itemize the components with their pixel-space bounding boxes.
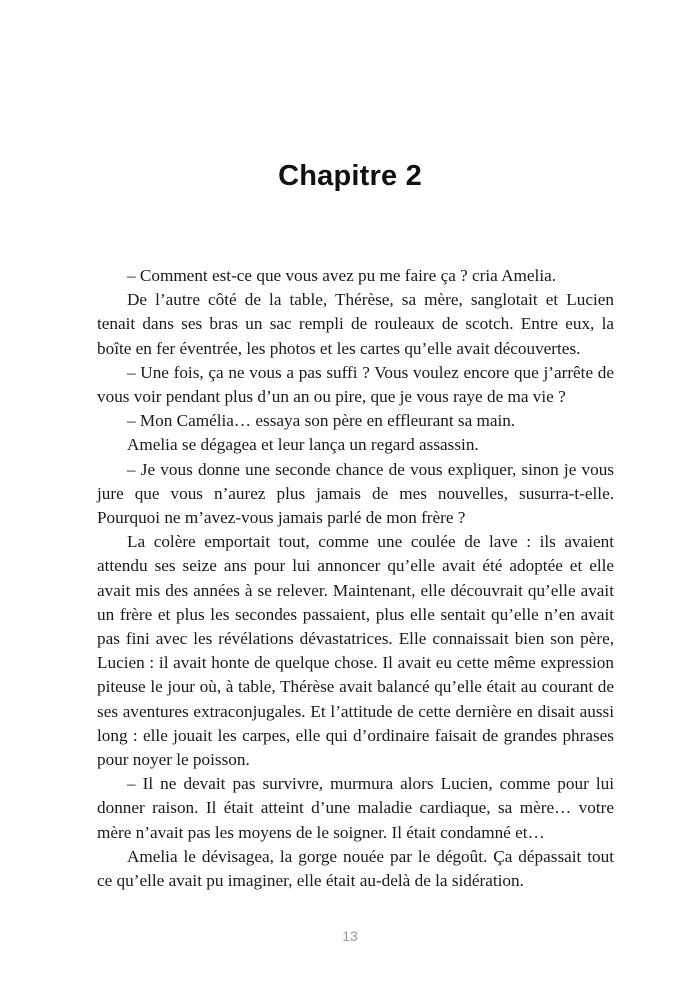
paragraph: – Comment est-ce que vous avez pu me faire ça ? cria Amelia. [127,266,557,285]
page-number: 13 [342,928,358,944]
chapter-body [97,264,614,893]
chapter-title: Chapitre 2 [278,160,422,192]
paragraph: La colère emportait tout, comme une coulée de lave : ils avaient attendu ses seize ans pour lui annoncer qu’elle avait été adoptée et elle avait mis des années à se relever. Maintenant, elle découvrait qu’elle avait un frère et plus les secondes passaient, plus elle sentait qu’elle n’en avait pas fini avec les révélations dévastatrices. Elle connaissait bien son père, Lucien : il avait honte de quelque chose. Il avait eu cette même expression piteuse le jour où, à table, Thérèse avait balancé qu’elle était au courant de ses aventures extraconjugales. Et l’attitude de cette dernière en disait aussi long : elle jouait les carpes, elle qui d’ordinaire faisait de grandes phrases pour noyer le poisson. [97,532,614,770]
paragraph: – Il ne devait pas survivre, murmura alors Lucien, comme pour lui donner raison. Il était atteint d’une maladie cardiaque, sa mère… votre mère n’avait pas les moyens de le soigner. Il était condamné et… [97,774,614,842]
paragraph: – Mon Camélia… essaya son père en effleurant sa main. [127,411,516,431]
paragraph: – Je vous donne une seconde chance de vous expliquer, sinon je vous jure que vous n’aurez plus jamais de mes nouvelles, susurra-t-elle. Pourquoi ne m’avez-vous jamais parlé de mon frère ? [97,459,614,528]
paragraph: – Une fois, ça ne vous a pas suffi ? Vous voulez encore que j’arrête de vous voir pendant plus d’un an ou pire, que je vous raye de ma vie ? [97,362,614,407]
paragraph: De l’autre côté de la table, Thérèse, sa mère, sanglotait et Lucien tenait dans ses bras un sac rempli de rouleaux de scotch. Entre eux, la boîte en fer éventrée, les photos et les cartes qu’elle avait découvertes. [97,290,614,358]
paragraph: Amelia le dévisagea, la gorge nouée par le dégoût. Ça dépassait tout ce qu’elle avait pu imaginer, elle était au-delà de la sidération. [97,846,614,891]
paragraph: Amelia se dégagea et leur lança un regard assassin. [127,435,479,455]
